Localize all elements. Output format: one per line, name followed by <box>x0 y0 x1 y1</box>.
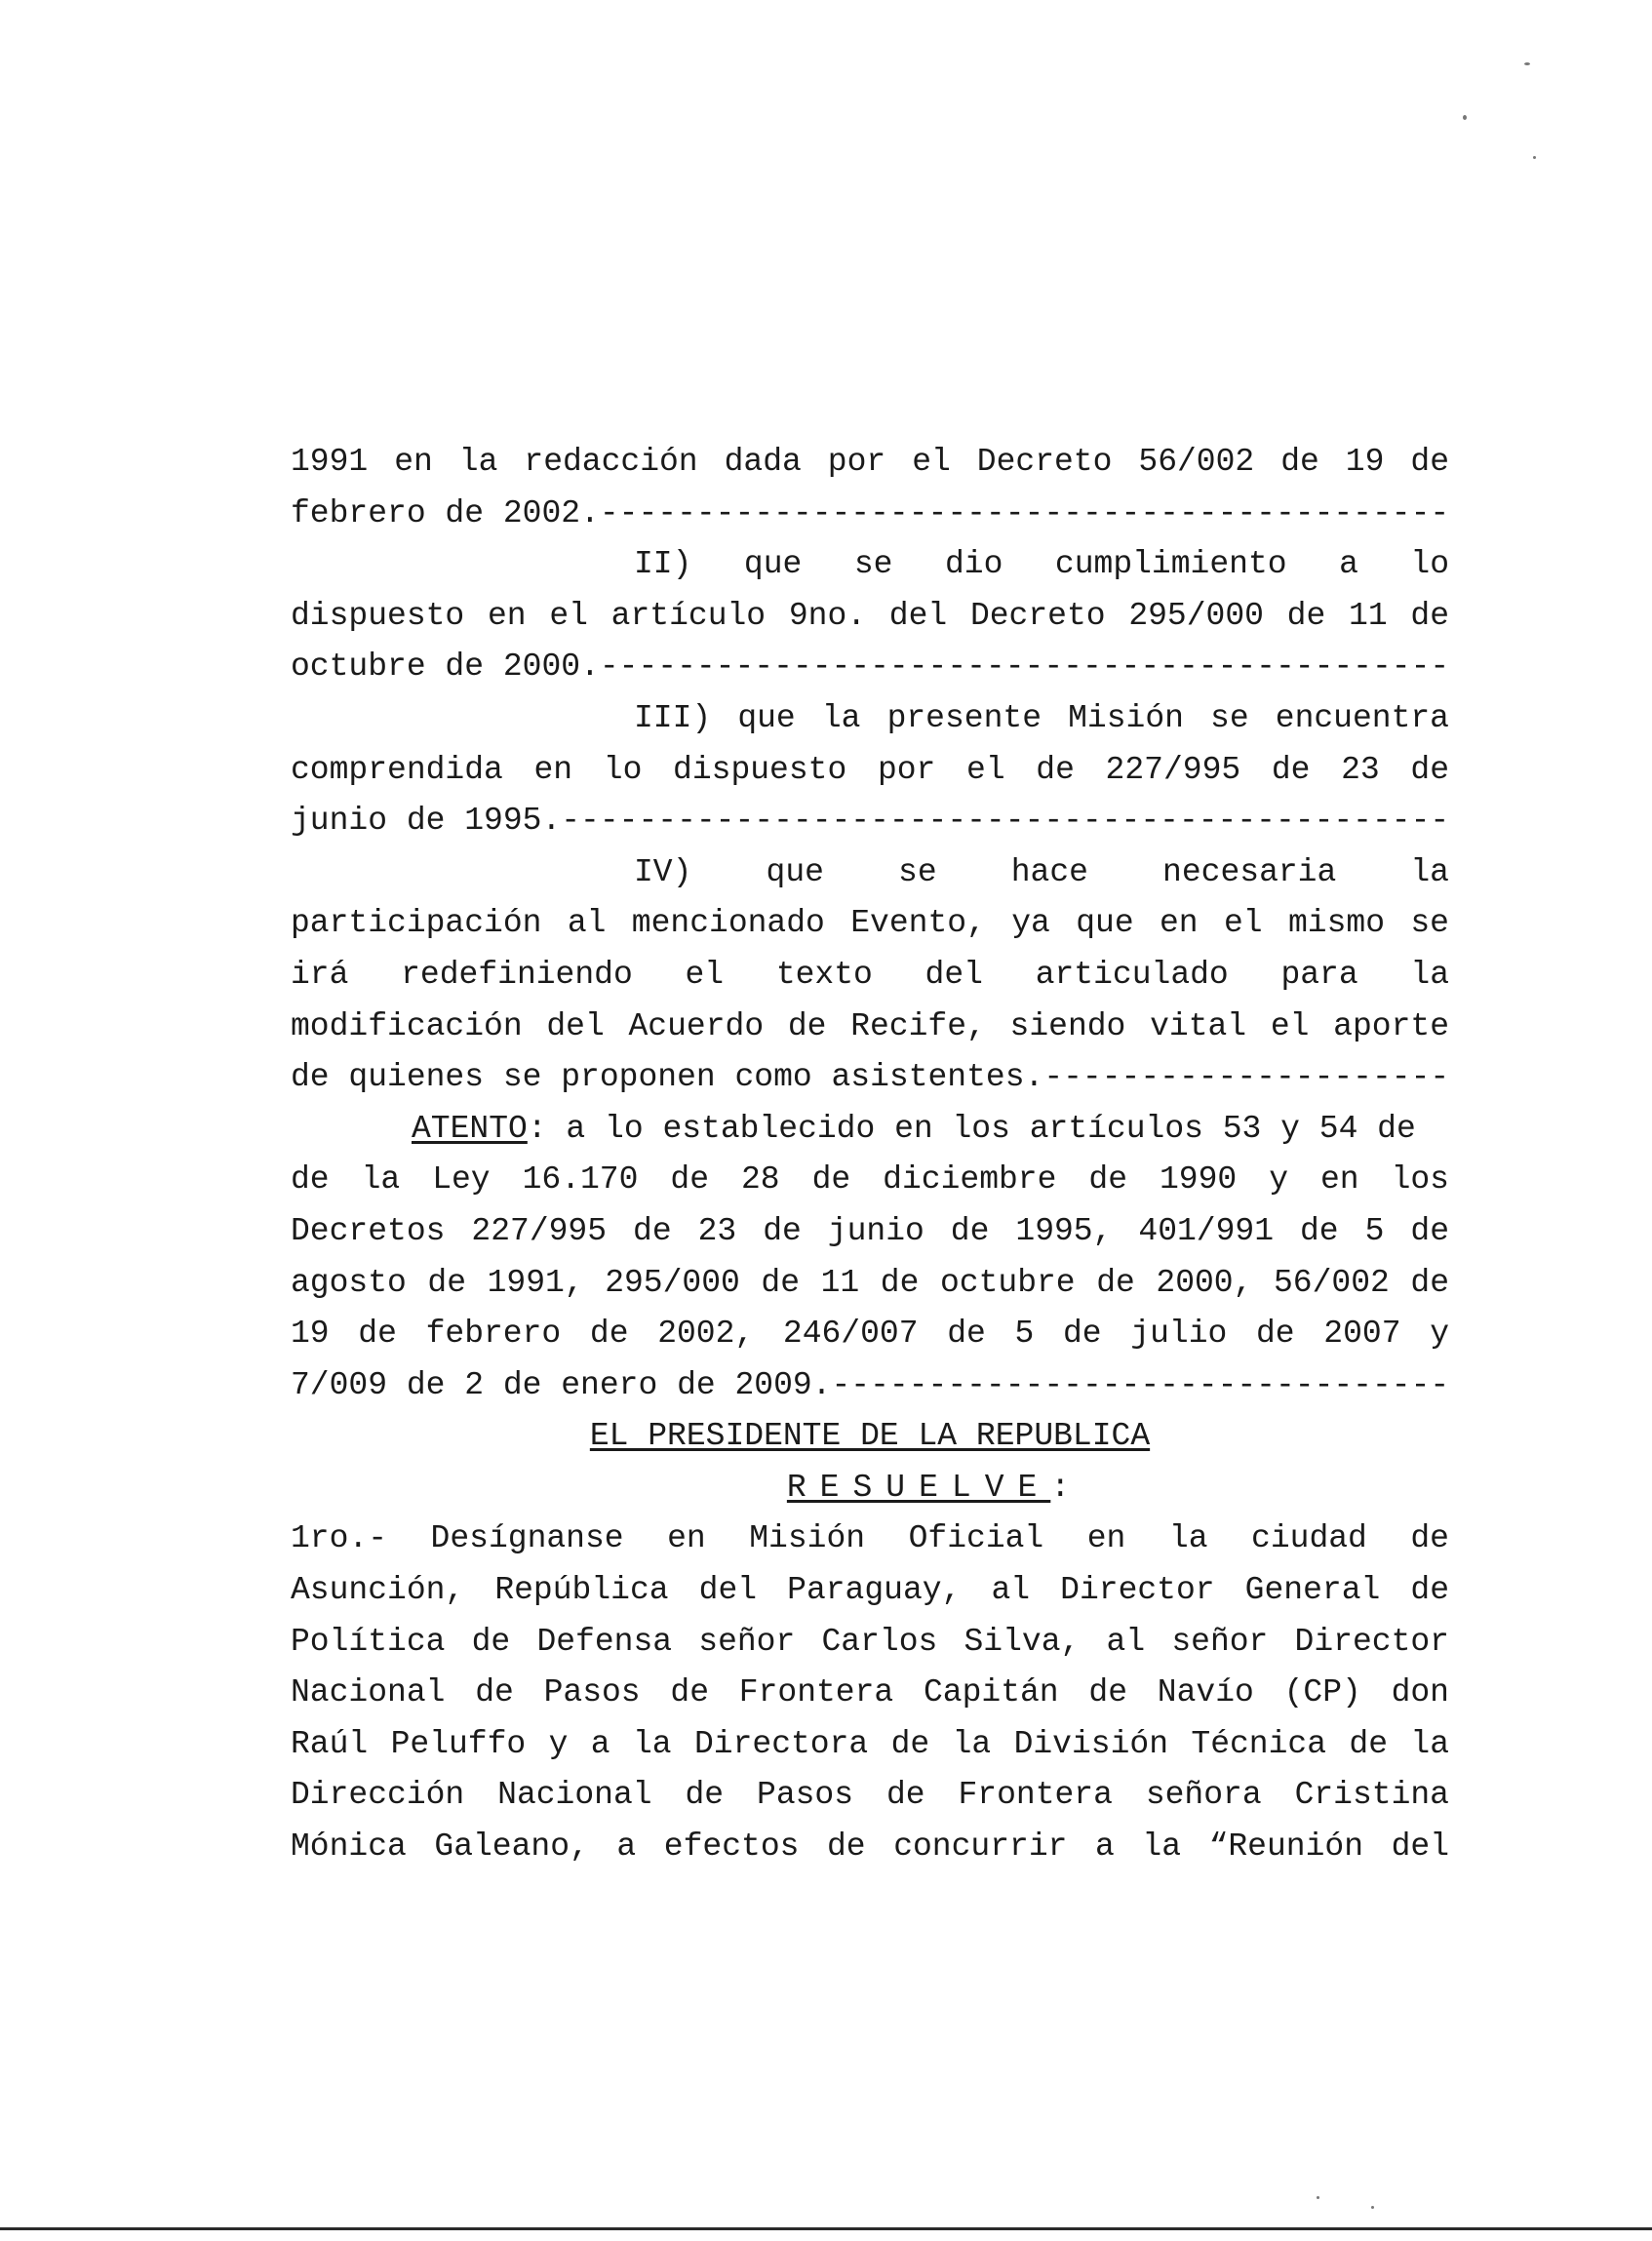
scan-speck <box>1371 2206 1374 2209</box>
text-line: febrero de 2002. <box>291 494 600 531</box>
president-heading: EL PRESIDENTE DE LA REPUBLICA <box>589 1418 1151 1455</box>
text-line-dash-fill <box>291 489 1449 540</box>
dash-filler <box>832 1360 1450 1412</box>
text-line: comprendida en lo dispuesto por el de 227/995 de 23 de <box>291 751 1449 788</box>
text-line: Nacional de Pasos de Frontera Capitán de Navío (CP) don <box>291 1674 1449 1711</box>
considerando-ii: II) que se dio cumplimiento a lo <box>634 546 1449 583</box>
resuelve-colon: : <box>1050 1469 1071 1506</box>
scan-speck <box>1524 62 1530 65</box>
atento-heading: ATENTO <box>412 1110 528 1147</box>
text-line: octubre de 2000. <box>291 649 600 686</box>
scan-speck <box>1533 156 1536 159</box>
text-line: Dirección Nacional de Pasos de Frontera señora Cristina <box>291 1777 1449 1814</box>
text-line: 19 de febrero de 2002, 246/007 de 5 de julio de 2007 y <box>291 1316 1449 1353</box>
text-line: Decretos 227/995 de 23 de junio de 1995, 401/991 de 5 de <box>291 1212 1449 1249</box>
dash-filler <box>1043 1052 1449 1104</box>
scan-speck <box>1463 115 1467 120</box>
dash-filler <box>561 796 1449 847</box>
atento-line <box>291 1104 1449 1156</box>
text-line: modificación del Acuerdo de Recife, siendo vital el aporte <box>291 1007 1449 1044</box>
article-1-line: 1ro.- Desígnanse en Misión Oficial en la ciudad de <box>291 1520 1449 1557</box>
document-body <box>291 437 1449 1873</box>
atento-text: : a lo establecido en los artículos 53 y 54 de <box>527 1110 1416 1147</box>
text-line: Política de Defensa señor Carlos Silva, al señor Director <box>291 1623 1449 1660</box>
text-line: 7/009 de 2 de enero de 2009. <box>291 1366 832 1403</box>
dash-filler <box>600 489 1449 540</box>
text-line: de quienes se proponen como asistentes. <box>291 1059 1044 1096</box>
considerando-iii: III) que la presente Misión se encuentra <box>634 699 1449 736</box>
president-heading-line <box>291 1411 1449 1463</box>
text-line: Mónica Galeano, a efectos de concurrir a la “Reunión del <box>291 1828 1449 1866</box>
resuelve-heading: RESUELVE <box>786 1469 1051 1506</box>
text-line: dispuesto en el artículo 9no. del Decreto 295/000 de 11 de <box>291 597 1449 634</box>
bottom-rule <box>0 2227 1652 2230</box>
text-line: agosto de 1991, 295/000 de 11 de octubre de 2000, 56/002 de <box>291 1264 1449 1301</box>
text-line: de la Ley 16.170 de 28 de diciembre de 1990 y en los <box>291 1161 1449 1199</box>
resuelve-heading-line <box>291 1463 1449 1514</box>
scan-speck <box>1317 2196 1319 2199</box>
considerando-iv: IV) que se hace necesaria la <box>634 853 1449 890</box>
text-line: participación al mencionado Evento, ya que en el mismo se <box>291 905 1449 942</box>
dash-filler <box>600 642 1449 693</box>
text-line: Raúl Peluffo y a la Directora de la División Técnica de la <box>291 1725 1449 1762</box>
text-line-dash-fill <box>291 642 1449 693</box>
text-line: junio de 1995. <box>291 803 562 840</box>
text-line-dash-fill <box>291 796 1449 847</box>
text-line-dash-fill <box>291 1360 1449 1412</box>
text-line-dash-fill <box>291 1052 1449 1104</box>
text-line: irá redefiniendo el texto del articulado para la <box>291 956 1449 993</box>
text-line: 1991 en la redacción dada por el Decreto 56/002 de 19 de <box>291 444 1449 480</box>
text-line: Asunción, República del Paraguay, al Director General de <box>291 1572 1449 1609</box>
